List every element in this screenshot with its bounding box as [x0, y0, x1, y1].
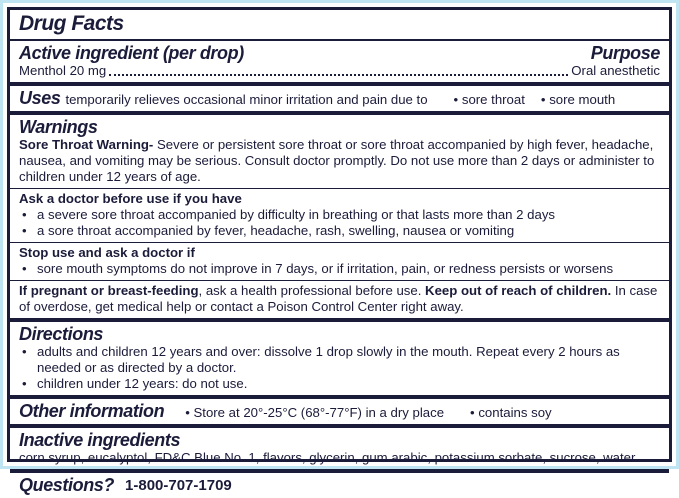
keep-out-of-reach-bold: Keep out of reach of children. [425, 283, 612, 298]
questions-phone: 1-800-707-1709 [125, 477, 232, 494]
uses-bullet: sore throat [461, 92, 525, 107]
pregnancy-text: , ask a health professional before use. [198, 283, 426, 298]
questions-heading: Questions? [19, 475, 115, 495]
bullet-item [19, 376, 660, 392]
section-ask-doctor [10, 188, 669, 242]
ingredient-name: Menthol 20 mg [19, 63, 107, 78]
bullet-icon: • [22, 223, 27, 238]
bullet-icon: • [22, 344, 27, 359]
section-inactive-ingredients [10, 424, 669, 469]
bullet-icon: • [470, 405, 475, 420]
section-title [10, 10, 669, 39]
stop-use-heading: Stop use and ask a doctor if [19, 245, 195, 260]
bullet-icon: • [22, 376, 27, 391]
bullet-icon: • [22, 207, 27, 222]
directions-heading: Directions [19, 324, 104, 344]
bullet-icon: • [185, 405, 190, 420]
label-box [7, 7, 672, 495]
dotted-leader [109, 74, 568, 76]
pregnancy-bold: If pregnant or breast-feeding [19, 283, 199, 298]
bullet-icon: • [453, 92, 459, 107]
bullet-icon: • [22, 261, 27, 276]
section-warnings [10, 111, 669, 188]
bullet-item [19, 207, 660, 223]
section-active-ingredient [10, 39, 669, 82]
warnings-heading: Warnings [19, 117, 98, 137]
bullet-item [19, 344, 660, 376]
bullet-icon: • [540, 92, 546, 107]
drug-facts-title: Drug Facts [19, 12, 124, 35]
section-directions [10, 318, 669, 395]
active-ingredient-heading: Active ingredient (per drop) [19, 43, 244, 63]
sore-throat-warning [19, 137, 660, 185]
inactive-ingredients-list: corn syrup, eucalyptol, FD&C Blue No. 1, flavors, glycerin, gum arabic, potassium sorbate, sucrose, water [19, 450, 636, 465]
overdose-text: In case of overdose, get medical help or contact a Poison Control Center right away. [19, 283, 658, 314]
storage-note: Store at 20°-25°C (68°-77°F) in a dry place [193, 405, 445, 420]
section-uses [10, 82, 669, 111]
ask-doctor-heading: Ask a doctor before use if you have [19, 191, 242, 206]
pregnancy-notice [19, 283, 660, 315]
purpose-heading: Purpose [590, 43, 660, 63]
section-questions [10, 469, 669, 498]
ask-doctor-bullet: a severe sore throat accompanied by difficulty in breathing or that lasts more than 2 days [37, 207, 556, 222]
contains-soy-note: contains soy [478, 405, 552, 420]
other-information-heading: Other information [19, 401, 165, 421]
bullet-item [19, 223, 660, 239]
section-stop-use [10, 242, 669, 280]
directions-bullet: adults and children 12 years and over: dissolve 1 drop slowly in the mouth. Repeat every 2 hours as needed or as directed by a doctor. [37, 344, 620, 375]
uses-heading: Uses [19, 88, 61, 108]
directions-bullet: children under 12 years: do not use. [37, 376, 248, 391]
stop-use-bullet: sore mouth symptoms do not improve in 7 days, or if irritation, pain, or redness persists or worsens [37, 261, 614, 276]
section-pregnancy [10, 280, 669, 318]
ingredient-purpose: Oral anesthetic [571, 63, 660, 78]
inactive-ingredients-heading: Inactive ingredients [19, 430, 181, 450]
uses-bullet: sore mouth [549, 92, 616, 107]
uses-text: temporarily relieves occasional minor irritation and pain due to [65, 92, 428, 107]
sore-throat-warning-bold: Sore Throat Warning- [19, 137, 154, 152]
ask-doctor-bullet: a sore throat accompanied by fever, headache, rash, swelling, nausea or vomiting [37, 223, 515, 238]
bullet-item [19, 261, 660, 277]
sore-throat-warning-text: Severe or persistent sore throat or sore throat accompanied by high fever, headache, nausea, and vomiting may be serious. Consult doctor promptly. Do not use more than 2 days or administer to children under 12 years of age. [19, 137, 655, 184]
section-other-information [10, 395, 669, 424]
